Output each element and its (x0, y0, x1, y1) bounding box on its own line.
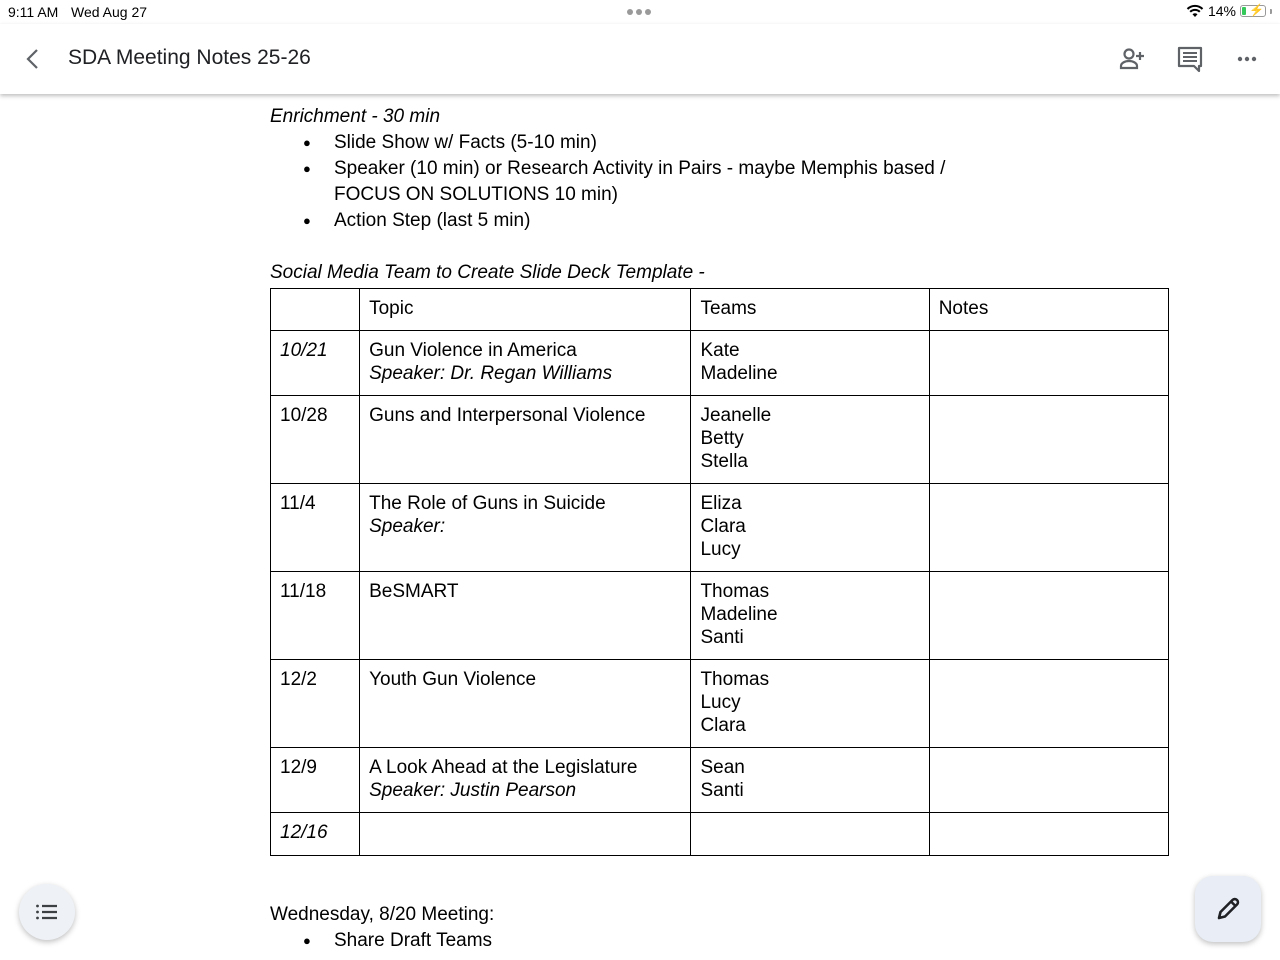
teams-cell: Eliza Clara Lucy (691, 484, 929, 572)
list-item: ● Slide Show w/ Facts (5-10 min) (270, 130, 1170, 156)
back-chevron-icon[interactable] (22, 46, 44, 72)
pencil-icon (1213, 894, 1243, 924)
table-row (271, 396, 1169, 484)
app-bar (0, 24, 1280, 94)
topic-cell: BeSMART (360, 572, 691, 660)
meeting-section (270, 902, 870, 954)
topic-cell: Guns and Interpersonal Violence (360, 396, 691, 484)
teams-cell: Thomas Lucy Clara (691, 660, 929, 748)
notes-cell (929, 331, 1168, 396)
list-item: ● Action Step (last 5 min) (270, 208, 1170, 234)
speaker-text: Speaker: Justin Pearson (369, 780, 577, 801)
table-row (271, 484, 1169, 572)
list-item: ● Speaker (10 min) or Research Activity in Pairs - maybe Memphis based / FOCUS ON SOLUTIONS 10 min) (270, 156, 1170, 208)
teams-cell (691, 813, 929, 856)
table-row (271, 572, 1169, 660)
notes-cell (929, 484, 1168, 572)
header-cell: Teams (691, 289, 929, 331)
battery-icon: ⚡ (1240, 5, 1266, 17)
schedule-table (270, 288, 1169, 856)
status-time: 9:11 AM (8, 4, 59, 20)
notes-cell (929, 660, 1168, 748)
more-icon[interactable] (1232, 44, 1262, 74)
enrichment-list (270, 130, 1170, 234)
document-body (270, 104, 1170, 856)
edit-button[interactable] (1195, 876, 1261, 942)
speaker-text: Speaker: (369, 516, 446, 537)
notes-cell (929, 572, 1168, 660)
topic-cell: The Role of Guns in Suicide Speaker: (360, 484, 691, 572)
table-row (271, 660, 1169, 748)
table-row (271, 748, 1169, 813)
table-header-row (271, 289, 1169, 331)
teams-cell: Thomas Madeline Santi (691, 572, 929, 660)
topic-cell: Gun Violence in America Speaker: Dr. Regan Williams (360, 331, 691, 396)
table-row (271, 813, 1169, 856)
notes-cell (929, 396, 1168, 484)
header-cell: Topic (360, 289, 691, 331)
date-cell: 12/9 (271, 748, 360, 813)
date-cell: 11/18 (271, 572, 360, 660)
header-cell: Notes (929, 289, 1168, 331)
status-date: Wed Aug 27 (71, 4, 148, 20)
speaker-text: Speaker: Dr. Regan Williams (369, 363, 613, 384)
wifi-icon (1186, 4, 1204, 18)
header-cell (271, 289, 360, 331)
topic-cell: Youth Gun Violence (360, 660, 691, 748)
notes-cell (929, 813, 1168, 856)
topic-cell (360, 813, 691, 856)
battery-percent: 14% (1207, 3, 1236, 19)
multitasking-dots-icon[interactable] (627, 9, 651, 15)
date-cell: 10/28 (271, 396, 360, 484)
topic-cell: A Look Ahead at the Legislature Speaker: Justin Pearson (360, 748, 691, 813)
table-caption: Social Media Team to Create Slide Deck Template - (270, 262, 705, 283)
outline-button[interactable] (19, 884, 75, 940)
meeting-heading: Wednesday, 8/20 Meeting: (270, 904, 495, 925)
date-cell: 10/21 (271, 331, 360, 396)
status-bar (0, 0, 1280, 24)
list-item: ● Share Draft Teams (270, 928, 870, 954)
enrichment-heading: Enrichment - 30 min (270, 106, 441, 127)
teams-cell: Kate Madeline (691, 331, 929, 396)
teams-cell: Jeanelle Betty Stella (691, 396, 929, 484)
table-row (271, 331, 1169, 396)
outline-list-icon (35, 903, 59, 921)
date-cell: 12/2 (271, 660, 360, 748)
comment-icon[interactable] (1175, 44, 1205, 74)
teams-cell: Sean Santi (691, 748, 929, 813)
meeting-list (270, 928, 870, 954)
notes-cell (929, 748, 1168, 813)
date-cell: 12/16 (271, 813, 360, 856)
add-person-icon[interactable] (1118, 44, 1148, 74)
document-title: SDA Meeting Notes 25-26 (68, 46, 311, 69)
date-cell: 11/4 (271, 484, 360, 572)
